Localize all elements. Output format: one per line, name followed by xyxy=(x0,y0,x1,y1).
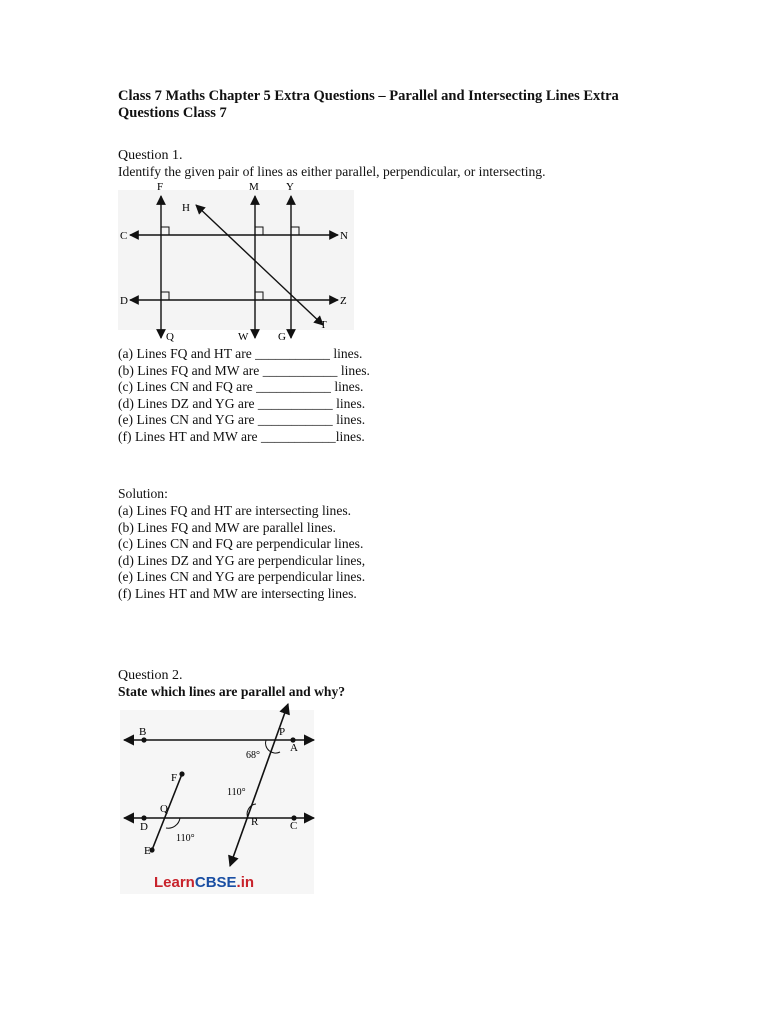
label-q: Q xyxy=(160,803,168,815)
label-angle-110-bottom: 110° xyxy=(176,833,195,844)
question-2-label: Question 2. xyxy=(118,668,183,683)
point-b xyxy=(141,737,146,742)
label-h: H xyxy=(182,202,190,214)
solution-c: (c) Lines CN and FQ are perpendicular lines. xyxy=(118,536,364,552)
label-f: F xyxy=(171,772,178,784)
question-1-prompt: Identify the given pair of lines as either parallel, perpendicular, or intersecting. xyxy=(118,164,546,179)
question-2-prompt: State which lines are parallel and why? xyxy=(118,684,346,699)
point-f xyxy=(179,771,184,776)
label-y: Y xyxy=(286,181,294,193)
label-t: T xyxy=(320,319,327,331)
label-r: R xyxy=(251,816,259,828)
question-1-label: Question 1. xyxy=(118,148,183,163)
logo-cbse: CBSE xyxy=(194,874,237,891)
label-a: A xyxy=(290,742,298,754)
solution-d: (d) Lines DZ and YG are perpendicular lines, xyxy=(118,552,366,568)
question-1-figure xyxy=(118,178,358,344)
label-n: N xyxy=(340,230,348,242)
label-d: D xyxy=(140,821,148,833)
q1-item-c: (c) Lines CN and FQ are ___________ lines. xyxy=(118,379,364,395)
solution-e: (e) Lines CN and YG are perpendicular lines. xyxy=(118,569,366,585)
label-m: M xyxy=(249,181,259,193)
label-w: W xyxy=(238,331,249,343)
logo-in: .in xyxy=(236,874,255,891)
label-angle-68: 68° xyxy=(246,750,260,761)
point-d xyxy=(141,815,146,820)
label-f: F xyxy=(157,181,164,193)
solution-a: (a) Lines FQ and HT are intersecting lines. xyxy=(118,503,352,518)
page-title: Class 7 Maths Chapter 5 Extra Questions – Parallel and Intersecting Lines Extra Questions Class 7 xyxy=(118,88,619,121)
solution-label: Solution: xyxy=(118,486,168,501)
label-e: E xyxy=(144,845,151,857)
label-p: P xyxy=(279,726,286,738)
label-c: C xyxy=(290,820,298,832)
label-angle-110-top: 110° xyxy=(227,787,246,798)
solution-b: (b) Lines FQ and MW are parallel lines. xyxy=(118,519,336,535)
question-2-figure xyxy=(118,700,318,896)
label-d: D xyxy=(120,295,128,307)
solution-f: (f) Lines HT and MW are intersecting lines. xyxy=(118,586,357,601)
label-z: Z xyxy=(340,295,347,307)
logo-learn: Learn xyxy=(154,874,195,891)
q1-item-a: (a) Lines FQ and HT are ___________ lines. xyxy=(118,346,363,361)
figure-background xyxy=(118,190,354,330)
label-c: C xyxy=(120,230,128,242)
label-g: G xyxy=(278,331,286,343)
q1-item-e: (e) Lines CN and YG are ___________ lines. xyxy=(118,412,366,428)
q1-item-f: (f) Lines HT and MW are ___________lines. xyxy=(118,429,365,444)
label-q: Q xyxy=(166,331,174,343)
learncbse-logo xyxy=(154,874,254,891)
q1-item-b: (b) Lines FQ and MW are ___________ lines. xyxy=(118,362,370,378)
label-b: B xyxy=(139,726,147,738)
q1-item-d: (d) Lines DZ and YG are ___________ lines. xyxy=(118,395,366,411)
